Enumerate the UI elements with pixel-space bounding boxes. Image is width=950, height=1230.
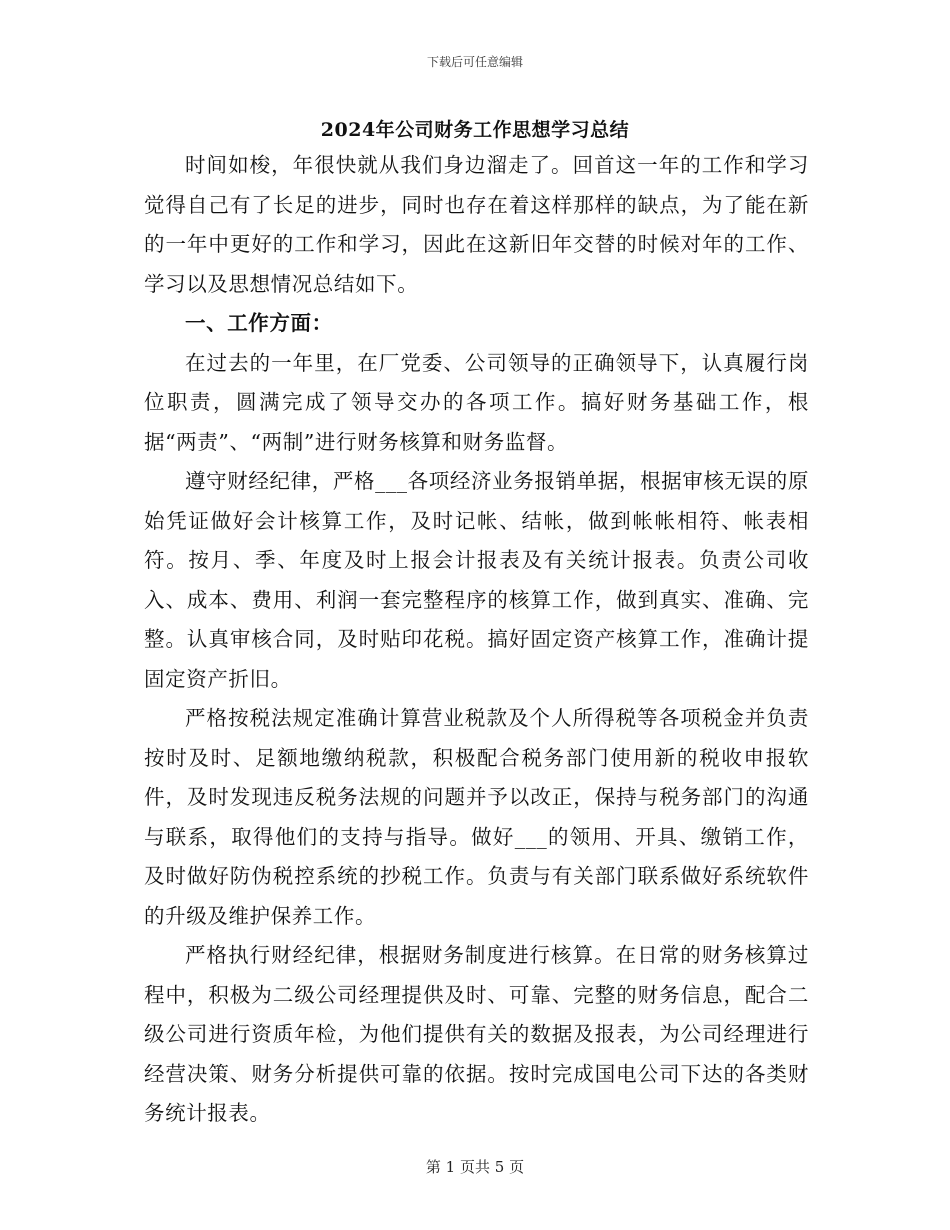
paragraph-intro: 时间如梭，年很快就从我们身边溜走了。回首这一年的工作和学习觉得自己有了长足的进步，同时也存在着这样那样的缺点，为了能在新的一年中更好的工作和学习，因此在这新旧年交替的时候对年的工作、学习以及思想情况总结如下。 (144, 153, 809, 296)
paragraph-duties: 在过去的一年里，在厂党委、公司领导的正确领导下，认真履行岗位职责，圆满完成了领导交办的各项工作。搞好财务基础工作，根据“两责”、“两制”进行财务核算和财务监督。 (144, 350, 809, 454)
paragraph-tax: 严格按税法规定准确计算营业税款及个人所得税等各项税金并负责按时及时、足额地缴纳税款，积极配合税务部门使用新的税收申报软件，及时发现违反税务法规的问题并予以改正，保持与税务部门的沟通与联系，取得他们的支持与指导。做好___的领用、开具、缴销工作，及时做好防伪税控系统的抄税工作。负责与有关部门联系做好系统软件的升级及维护保养工作。 (144, 706, 809, 928)
paragraph-accounting: 遵守财经纪律，严格___各项经济业务报销单据，根据审核无误的原始凭证做好会计核算工作，及时记帐、结帐，做到帐帐相符、帐表相符。按月、季、年度及时上报会计报表及有关统计报表。负责公司收入、成本、费用、利润一套完整程序的核算工作，做到真实、准确、完整。认真审核合同，及时贴印花税。搞好固定资产核算工作，准确计提固定资产折旧。 (144, 469, 809, 691)
page-number: 第 1 页共 5 页 (425, 1158, 525, 1176)
document-title: 2024年公司财务工作思想学习总结 (320, 119, 630, 141)
section-heading-work: 一、工作方面： (185, 311, 333, 335)
paragraph-discipline: 严格执行财经纪律，根据财务制度进行核算。在日常的财务核算过程中，积极为二级公司经理提供及时、可靠、完整的财务信息，配合二级公司进行资质年检，为他们提供有关的数据及报表，为公司经理进行经营决策、财务分析提供可靠的依据。按时完成国电公司下达的各类财务统计报表。 (144, 943, 809, 1125)
page-header-note: 下载后可任意编辑 (426, 55, 523, 69)
document-body (144, 146, 809, 1134)
